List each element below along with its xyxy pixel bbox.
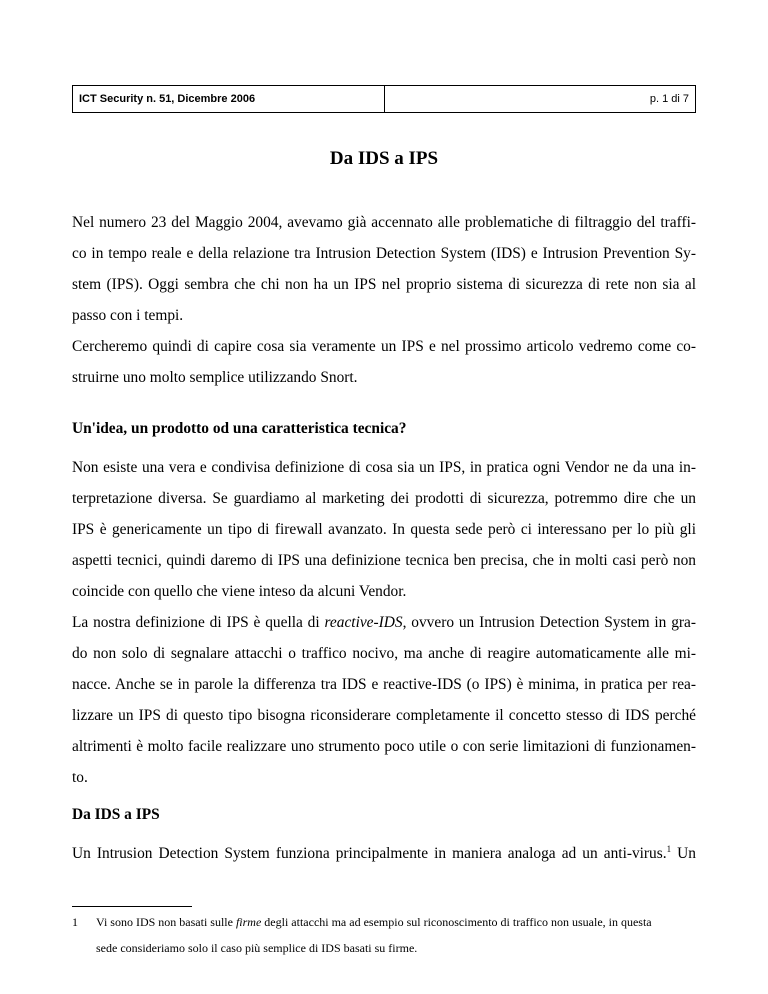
- section1-line: coincide con quello che viene inteso da alcuni Vendor.: [72, 583, 407, 600]
- page-number: p. 1 di 7: [649, 93, 689, 105]
- footnote-separator: [72, 906, 192, 907]
- section1-line: lizzare un IPS di questo tipo bisogna riconsiderare completamente il concetto stesso di IDS perché: [72, 707, 696, 724]
- reactive-ids-term: reactive-IDS: [324, 614, 403, 631]
- section2-text-end: Un: [671, 845, 696, 862]
- footnote-ref[interactable]: 1: [666, 844, 672, 854]
- section1-line: [72, 607, 696, 638]
- footnote-number: 1: [72, 915, 78, 929]
- article-title: Da IDS a IPS: [329, 148, 439, 169]
- section1-line: Non esiste una vera e condivisa definizione di cosa sia un IPS, in pratica ogni Vendor ne da una in-: [72, 459, 696, 476]
- section1-line: to.: [72, 769, 88, 786]
- section1-line: IPS è genericamente un tipo di firewall avanzato. In questa sede però ci interessano per lo più gli: [72, 521, 696, 538]
- section1-line: aspetti tecnici, quindi daremo di IPS una definizione tecnica ben precisa, che in molti casi però non: [72, 552, 696, 569]
- footnote-text-post: degli attacchi ma ad esempio sul riconoscimento di traffico non usuale, in questa: [261, 915, 652, 929]
- intro-line: Nel numero 23 del Maggio 2004, avevamo già accennato alle problematiche di filtraggio del traffi-: [72, 214, 696, 231]
- footnote-text-pre: Vi sono IDS non basati sulle: [96, 915, 236, 929]
- intro-line: struirne uno molto semplice utilizzando Snort.: [72, 369, 358, 386]
- intro-line: co in tempo reale e della relazione tra Intrusion Detection System (IDS) e Intrusion Prevention Sy-: [72, 245, 696, 262]
- section-heading-1: Un'idea, un prodotto od una caratteristica tecnica?: [72, 420, 407, 437]
- intro-line: stem (IPS). Oggi sembra che chi non ha un IPS nel proprio sistema di sicurezza di rete non sia al: [72, 276, 696, 293]
- definition-post: , ovvero un Intrusion Detection System in gra-: [402, 614, 696, 631]
- section1-paragraphs: [72, 452, 696, 793]
- footnote-text: [96, 909, 696, 935]
- section-heading-2: Da IDS a IPS: [72, 806, 160, 823]
- section2-line: [72, 838, 696, 869]
- section1-line: altrimenti è molto facile realizzare uno strumento poco utile o con serie limitazioni di funzionamen-: [72, 738, 696, 755]
- journal-issue: ICT Security n. 51, Dicembre 2006: [73, 86, 385, 112]
- definition-pre: La nostra definizione di IPS è quella di: [72, 614, 325, 631]
- footnote-line2: sede consideriamo solo il caso più semplice di IDS basati su firme.: [96, 941, 418, 955]
- intro-line: passo con i tempi.: [72, 307, 184, 324]
- section1-line: terpretazione diversa. Se guardiamo al marketing dei prodotti di sicurezza, potremmo dire che un: [72, 490, 696, 507]
- footnote-emphasis: firme: [235, 915, 262, 929]
- section2-text: Un Intrusion Detection System funziona principalmente in maniera analoga ad un anti-virus.: [72, 845, 667, 862]
- intro-paragraph: [72, 207, 696, 393]
- section2-paragraph: [72, 838, 696, 869]
- header-table: [72, 85, 696, 113]
- intro-line: Cercheremo quindi di capire cosa sia veramente un IPS e nel prossimo articolo vedremo come co-: [72, 338, 696, 355]
- section1-line: do non solo di segnalare attacchi o traffico nocivo, ma anche di reagire automaticamente alle mi-: [72, 645, 696, 662]
- section1-line: nacce. Anche se in parole la differenza tra IDS e reactive-IDS (o IPS) è minima, in pratica per rea-: [72, 676, 696, 693]
